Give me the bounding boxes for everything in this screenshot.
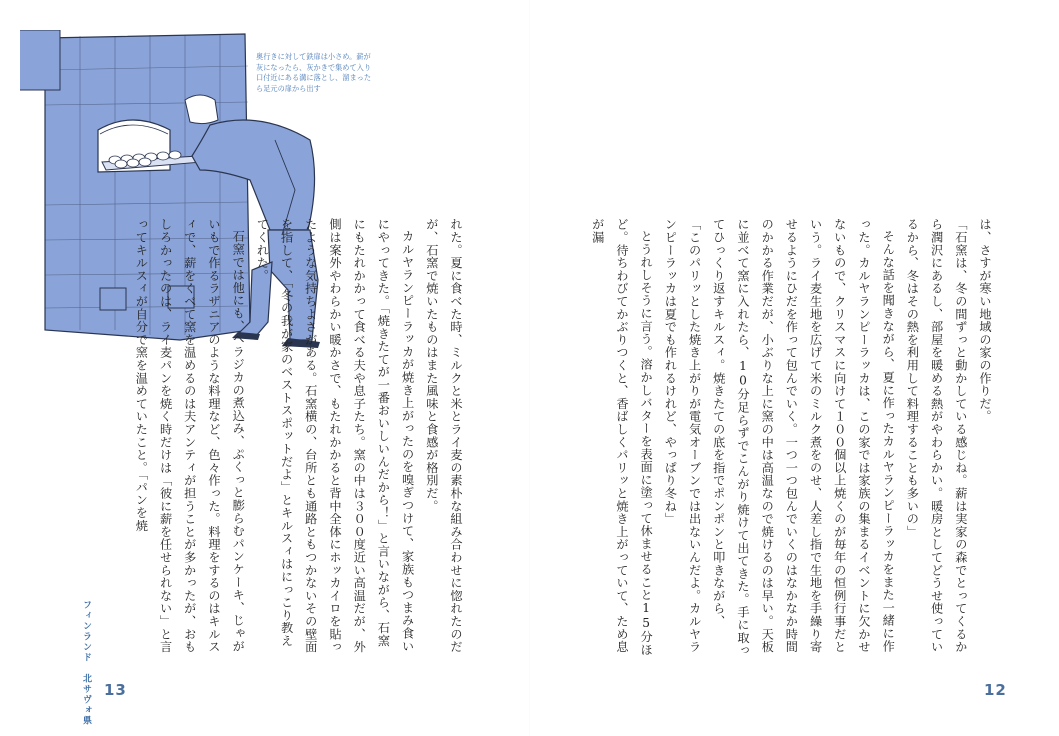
paragraph: 「このパリッとした焼き上がりが電気オーブンでは出ないんだよ。カルヤランピーラッカは夏でも作れるけれど、やっぱり冬ね」 [663, 218, 702, 654]
left-page-body [129, 218, 468, 658]
illustration-caption: 奥行きに対して鉄扉は小さめ。薪が灰になったら、灰かきで集めて入り口付近にある溝に落とし、溜まったら足元の扉から出す [256, 52, 372, 93]
paragraph: は、さすが寒い地域の家の作りだ。 [978, 218, 992, 423]
page-number-right: 12 [984, 681, 1007, 699]
right-page-body [586, 218, 997, 664]
running-head: フィンランド 北サヴォ県 [81, 600, 91, 726]
paragraph: れた。夏に食べた時、ミルクと米とライ麦の素朴な組み合わせに惚れたのだが、石窯で焼いたものはまた風味と食感が格別だ。 [424, 218, 463, 654]
page-number-left: 13 [104, 681, 127, 699]
paragraph: そんな話を聞きながら、夏に作ったカルヤランピーラッカをまた一緒に作った。カルヤランピーラッカは、この家では家族の集まるイベントに欠かせないもので、クリスマスに向けて１００個以上焼くのが毎年の恒例行事だという。ライ麦生地を広げて米のミルク煮をのせ、人差し指で生地を手繰り寄せるようにひだを作って包んでいく。一つ一つ包んでいくのはなかなか時間のかかる作業だが、小ぶりな上に窯の中は高温なので焼けるのは早い。天板に並べて窯に入れたら、10分足らずでこんがり焼けて出てきた。手に取ってひっくり返すキルスィ。焼きたての底を指でポンポンと叩きながら、 [711, 218, 896, 657]
paragraph: とうれしそうに言う。溶かしバターを表面に塗って休ませること15分ほど。待ちわびてかぶりつくと、香ばしくパリッと焼き上がっていて、ため息が漏 [590, 218, 654, 657]
paragraph: 「石窯は、冬の間ずっと動かしている感じね。薪は実家の森でとってくるから潤沢にあるし、部屋を暖める熱がやわらかい。暖房としてどうせ使っているから、冬はその熱を利用して料理することも多いの」 [905, 218, 968, 654]
paragraph: カルヤランピーラッカが焼き上がったのを嗅ぎつけて、家族もつまみ食いにやってきた。「焼きたてが一番おいしいんだから！」と言いながら、石窯にもたれかかって食べる夫や息子たち。窯の中は３００度近い高温だが、外側は案外やわらかい暖かさで、もたれかかると背中全体にホッカイロを貼ったような気持ちよさがある。石窯横の、台所とも通路ともつかないその壁面を指して、「冬の我が家のベストスポットだよ」とキルスィはにっこり教えてくれた。 [255, 218, 415, 654]
gutter [529, 0, 530, 736]
paragraph: 石窯では他にも、ヘラジカの煮込み、ぷくっと膨らむパンケーキ、じゃがいもで作るラザニアのような料理など、色々作った。料理をするのはキルスィで、薪をくべて窯を温めるのは夫アンティが担うことが多かったが、おもしろかったのは、ライ麦パンを焼く時だけは「彼に薪を任せられない」と言ってキルスィが自分で窯を温めていたこと。「パンを焼 [134, 218, 246, 654]
